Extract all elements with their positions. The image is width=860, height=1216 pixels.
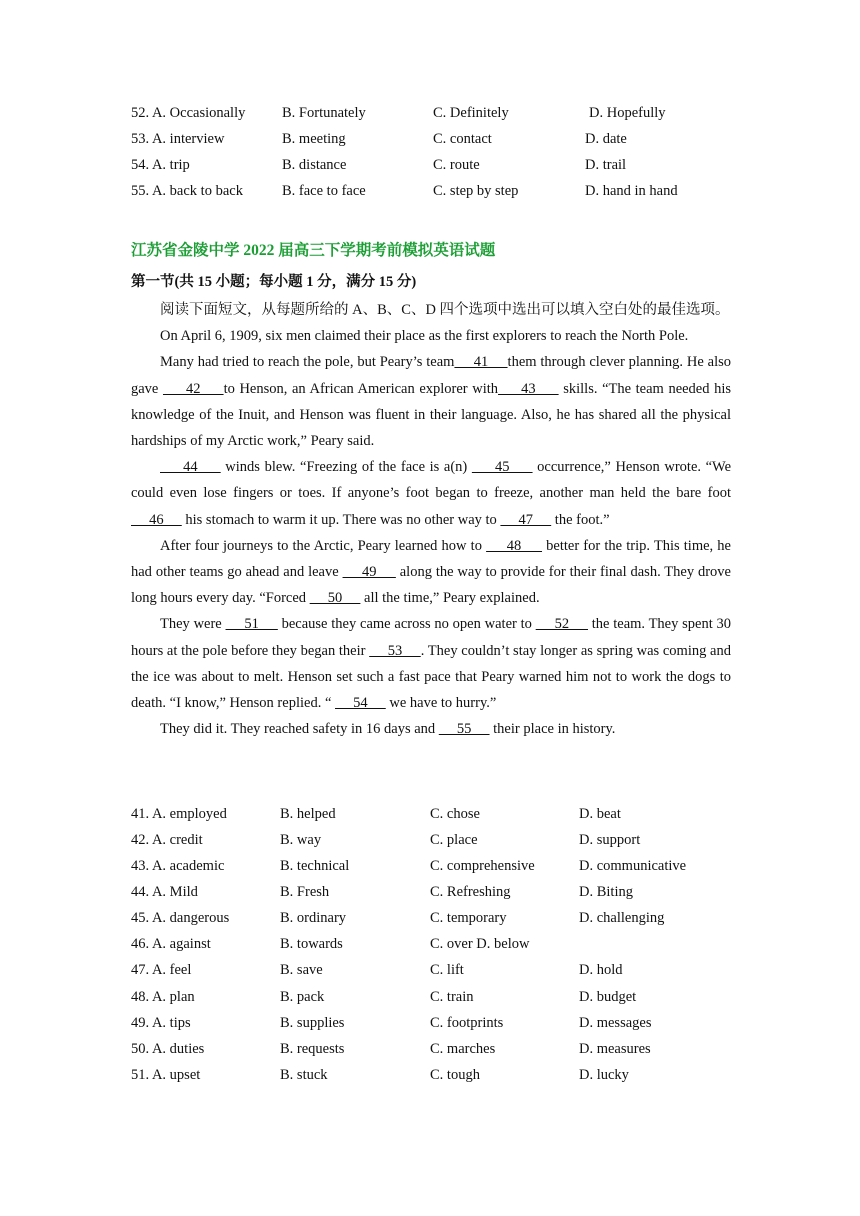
- blank-49: 49: [342, 564, 396, 581]
- text: because they came across no open water to: [277, 616, 536, 633]
- text: all the time,” Peary explained.: [360, 590, 540, 607]
- option-a: 43. A. academic: [131, 858, 225, 874]
- paragraph-4: [131, 533, 731, 612]
- cloze-passage: [131, 297, 731, 742]
- option-c: C. place: [430, 832, 478, 848]
- blank-42: 42: [162, 380, 224, 397]
- blank-52: 52: [535, 616, 588, 633]
- option-a: 53. A. interview: [131, 131, 225, 147]
- option-b: B. face to face: [282, 183, 366, 199]
- option-d: D. messages: [579, 1015, 652, 1031]
- option-c: C. chose: [430, 806, 480, 822]
- option-d: D. budget: [579, 989, 637, 1005]
- blank-53: 53: [369, 642, 421, 659]
- option-b: B. way: [280, 832, 322, 848]
- option-b: B. ordinary: [280, 910, 347, 926]
- blank-41: 41: [454, 354, 508, 371]
- option-d: D. support: [579, 832, 641, 848]
- option-b: B. towards: [280, 936, 343, 952]
- blank-55: 55: [438, 721, 490, 738]
- option-d: D. beat: [579, 806, 621, 822]
- option-c: C. over D. below: [430, 936, 530, 952]
- option-d: D. communicative: [579, 858, 687, 874]
- option-b: B. Fresh: [280, 884, 330, 900]
- text: we have to hurry.”: [385, 695, 497, 712]
- option-a: 52. A. Occasionally: [131, 105, 246, 121]
- option-d: D. lucky: [579, 1067, 629, 1083]
- option-b: B. meeting: [282, 131, 346, 147]
- option-b: B. helped: [280, 806, 336, 822]
- text: them through clever planning. He also gave: [131, 354, 731, 397]
- option-d: D. date: [585, 131, 627, 147]
- section-title: 江苏省金陵中学 2022 届高三下学期考前模拟英语试题: [131, 242, 496, 259]
- option-d: D. hand in hand: [585, 183, 678, 199]
- text: occurrence,” Henson wrote. “We could even lose fingers or toes. If anyone’s foot began to freeze, another man held the bare foot: [131, 459, 732, 502]
- option-c: C. step by step: [433, 183, 519, 199]
- option-c: C. tough: [430, 1067, 480, 1083]
- paragraph-1: On April 6, 1909, six men claimed their place as the first explorers to reach the North Pole.: [160, 328, 689, 345]
- text: skills. “The team needed his knowledge of the Inuit, and Henson was fluent in their language. Also, he has shared all the physical hardships of my Arctic work,” Peary said.: [131, 380, 732, 450]
- blank-44: 44: [160, 459, 221, 476]
- option-b: B. save: [280, 962, 323, 978]
- option-b: B. distance: [282, 157, 347, 173]
- blank-45: 45: [471, 459, 533, 476]
- option-a: 44. A. Mild: [131, 884, 198, 900]
- blank-54: 54: [335, 695, 386, 712]
- option-d: D. Biting: [579, 884, 633, 900]
- option-d: D. hold: [579, 962, 623, 978]
- text: to Henson, an African American explorer with: [223, 380, 499, 397]
- option-d: D. Hopefully: [589, 105, 666, 121]
- option-b: B. technical: [280, 858, 350, 874]
- option-a: 48. A. plan: [131, 989, 195, 1005]
- option-b: B. stuck: [280, 1067, 328, 1083]
- option-a: 41. A. employed: [131, 806, 227, 822]
- text: They did it. They reached safety in 16 days and: [160, 721, 439, 738]
- option-a: 46. A. against: [131, 936, 211, 952]
- option-c: C. contact: [433, 131, 492, 147]
- option-c: C. Refreshing: [430, 884, 511, 900]
- text: better for the trip. This time, he had other teams go ahead and leave: [131, 537, 731, 581]
- instruction: 阅读下面短文，从每题所给的 A、B、C、D 四个选项中选出可以填入空白处的最佳选项。: [160, 302, 730, 318]
- text: along the way to provide for their final dash. They drove long hours every day. “Forced: [131, 564, 731, 607]
- blank-43: 43: [498, 380, 559, 397]
- option-b: B. supplies: [280, 1015, 345, 1031]
- paragraph-3: [131, 454, 731, 533]
- option-a: 42. A. credit: [131, 832, 203, 848]
- text: . They couldn’t stay longer as spring was coming and the ice was about to melt. Henson set such a fast pace that Peary warned him not to work the dogs to death. “I know,” Henson replied. “: [131, 642, 731, 712]
- option-c: C. marches: [430, 1041, 496, 1057]
- section-subtitle: 第一节(共 15 小题；每小题 1 分，满分 15 分): [131, 274, 417, 290]
- option-d: D. measures: [579, 1041, 651, 1057]
- option-a: 51. A. upset: [131, 1067, 201, 1083]
- option-a: 55. A. back to back: [131, 183, 243, 199]
- text: his stomach to warm it up. There was no other way to: [181, 511, 501, 528]
- option-c: C. train: [430, 989, 474, 1005]
- option-c: C. Definitely: [433, 105, 509, 121]
- option-c: C. footprints: [430, 1015, 504, 1031]
- paragraph-5: [131, 611, 731, 716]
- paragraph-6: [131, 716, 731, 742]
- blank-47: 47: [500, 511, 552, 528]
- blank-50: 50: [309, 590, 361, 607]
- option-c: C. temporary: [430, 910, 507, 926]
- paragraph-2: [131, 349, 731, 454]
- blank-51: 51: [225, 616, 278, 633]
- text: their place in history.: [489, 721, 616, 738]
- option-a: 49. A. tips: [131, 1015, 191, 1031]
- option-b: B. pack: [280, 989, 325, 1005]
- text: Many had tried to reach the pole, but Peary’s team: [160, 354, 455, 371]
- option-d: D. trail: [585, 157, 627, 173]
- blank-46: 46: [131, 511, 182, 528]
- option-a: 54. A. trip: [131, 157, 190, 173]
- option-c: C. route: [433, 157, 480, 173]
- text: the foot.”: [551, 511, 610, 528]
- option-b: B. Fortunately: [282, 105, 366, 121]
- blank-48: 48: [486, 537, 543, 554]
- option-d: D. challenging: [579, 910, 665, 926]
- text: They were: [160, 616, 226, 633]
- text: After four journeys to the Arctic, Peary learned how to: [160, 537, 487, 554]
- option-b: B. requests: [280, 1041, 345, 1057]
- option-c: C. lift: [430, 962, 464, 978]
- option-a: 45. A. dangerous: [131, 910, 230, 926]
- text: winds blew. “Freezing of the face is a(n): [220, 459, 472, 476]
- option-c: C. comprehensive: [430, 858, 535, 874]
- option-a: 47. A. feel: [131, 962, 192, 978]
- option-a: 50. A. duties: [131, 1041, 205, 1057]
- text: the team. They spent 30 hours at the pole before they began their: [131, 616, 732, 659]
